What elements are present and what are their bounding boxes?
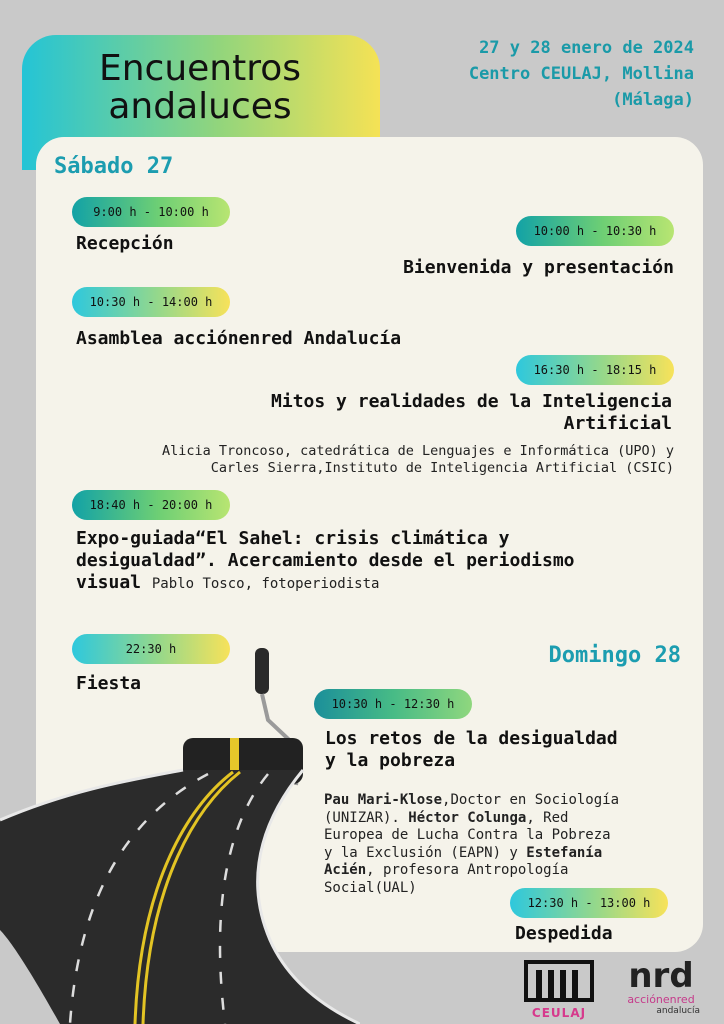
roller-handle-icon [255,648,269,694]
ceulaj-logo-text: CEULAJ [531,1006,587,1020]
speaker-role: (UNIZAR). [324,809,409,826]
event-info [469,35,694,113]
event-title [76,528,575,594]
event-title-line: Expo-guiada“El Sahel: crisis climática y [76,528,510,549]
time-pill: 9:00 h - 10:00 h [72,197,230,227]
page-title [40,50,360,126]
time-pill: 10:30 h - 12:30 h [314,689,472,719]
title-line-2: andaluces [108,86,292,127]
speaker-role: ,Doctor en Sociología [442,792,620,808]
speaker-name: Acién [324,862,367,878]
speakers-line: Alicia Troncoso, catedrática de Lenguajes e Informática (UPO) y [161,443,674,459]
ceulaj-logo-icon [524,960,594,1002]
event-title-line: visual [76,572,142,593]
time-pill: 16:30 h - 18:15 h [516,355,674,385]
speaker-role: , Red [526,809,569,826]
event-speakers [324,792,619,897]
accionenred-logo [616,958,706,1018]
day-saturday: Sábado 27 [54,154,174,179]
nrd-logo-sub: acciónenred [627,993,695,1006]
speaker-role: y la Exclusión (EAPN) y [324,844,527,861]
time-pill: 10:00 h - 10:30 h [516,216,674,246]
event-title-line: desigualdad”. Acercamiento desde el periodismo [76,550,575,571]
day-sunday: Domingo 28 [548,643,681,668]
nrd-logo-region: andalucía [656,1006,700,1016]
event-title-line: Mitos y realidades de la Inteligencia [271,391,672,412]
event-title: Bienvenida y presentación [403,257,674,278]
event-place: Centro CEULAJ, Mollina [468,64,694,84]
road-illustration [0,640,360,1024]
speaker-role: Social(UAL) [324,879,417,896]
event-title [325,728,618,772]
speakers-line: Carles Sierra,Instituto de Inteligencia Artificial (CSIC) [210,460,674,476]
title-line-1: Encuentros [98,48,302,89]
road-surface [0,770,360,1024]
event-title: Asamblea acciónenred Andalucía [76,328,402,349]
event-title-line: Los retos de la desigualdad [325,728,618,749]
time-pill: 18:40 h - 20:00 h [72,490,230,520]
event-dates: 27 y 28 enero de 2024 [479,38,694,58]
event-title [271,391,672,435]
event-title: Fiesta [76,673,142,694]
event-title: Recepción [76,233,174,254]
ceulaj-logo [524,960,594,1018]
event-place-region: (Málaga) [612,90,694,110]
time-pill: 22:30 h [72,634,230,664]
speaker-name: Pau Mari-Klose [324,792,443,808]
event-title-line: y la pobreza [325,750,456,771]
nrd-logo-text: nrd [628,956,694,996]
time-pill: 10:30 h - 14:00 h [72,287,230,317]
speaker-name: Estefanía [526,844,603,861]
speaker-name: Héctor Colunga [408,809,527,826]
event-title: Despedida [515,923,613,944]
speaker-role: , profesora Antropología [366,862,569,878]
event-speaker: Pablo Tosco, fotoperiodista [151,576,380,592]
event-title-line: Artificial [563,413,672,434]
speaker-role: Europea de Lucha Contra la Pobreza [324,827,611,843]
event-speakers [162,443,674,477]
time-pill: 12:30 h - 13:00 h [510,888,668,918]
